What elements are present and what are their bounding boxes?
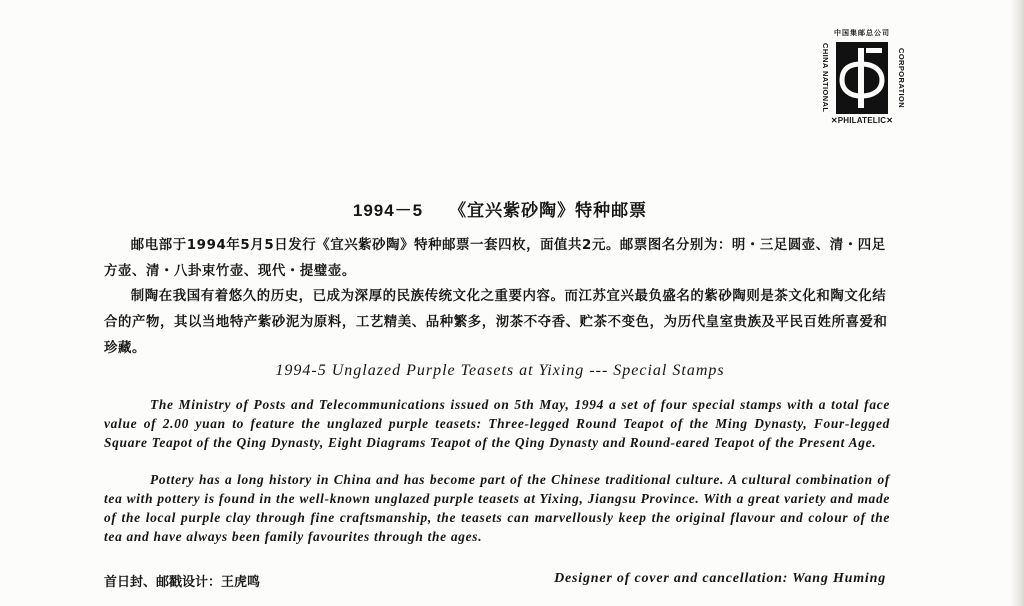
stamp-set-name: 《宜兴紫砂陶》特种邮票 — [449, 201, 648, 221]
english-title: 1994-5 Unglazed Purple Teasets at Yixing --- Special Stamps — [275, 362, 725, 379]
chinese-paragraph-2: 制陶在我国有着悠久的历史，已成为深厚的民族传统文化之重要内容。而江苏宜兴最负盛名的紫砂陶则是茶文化和陶文化结合的产物，其以当地特产紫砂泥为原料，工艺精美、品种繁多，沏茶不夺香、贮茶不变色，为历代皇室贵族及平民百姓所喜爱和珍藏。 — [104, 289, 888, 356]
chinese-paragraph-1: 邮电部于1994年5月5日发行《宜兴紫砂陶》特种邮票一套四枚，面值共2元。邮票图名分别为：明・三足圆壶、清・四足方壶、清・八卦束竹壶、现代・提璧壶。 — [104, 238, 886, 279]
logo-left-text: CHINA NATIONAL — [821, 43, 830, 113]
logo-emblem-icon — [836, 42, 888, 114]
page-title — [0, 196, 1000, 221]
english-paragraph-2: Pottery has a long history in China and has become part of the Chinese traditional culture. A cultural combination of tea with pottery is found in the well-known unglazed purple teasets at Yixing, Jiangsu Province. With a great variety and made of the local purple clay through fine craftsmanship, the teasets can marvellously keep the original flavour and colour of the tea and have always been family favourites through the ages. — [104, 472, 890, 544]
philatelic-logo — [818, 28, 906, 132]
issue-number: 1994－5 — [352, 201, 424, 220]
logo-emblem — [836, 42, 888, 114]
designer-credit-english: Designer of cover and cancellation: Wang Huming — [554, 571, 886, 586]
paper-edge — [1010, 0, 1024, 606]
english-paragraph-1: The Ministry of Posts and Telecommunications issued on 5th May, 1994 a set of four special stamps with a total face value of 2.00 yuan to feature the unglazed purple teasets: Three-legged Round Teapot of the Ming Dynasty, Four-legged Square Teapot of the Qing Dynasty, Eight Diagrams Teapot of the Qing Dynasty and Round-eared Teapot of the Present Age. — [104, 397, 890, 450]
logo-right-text: CORPORATION — [897, 47, 906, 109]
logo-bottom-text: ✕PHILATELIC✕ — [830, 116, 894, 125]
designer-credit-chinese: 首日封、邮戳设计：王虎鸣 — [104, 575, 261, 590]
logo-top-text: 中国集邮总公司 — [834, 29, 890, 37]
